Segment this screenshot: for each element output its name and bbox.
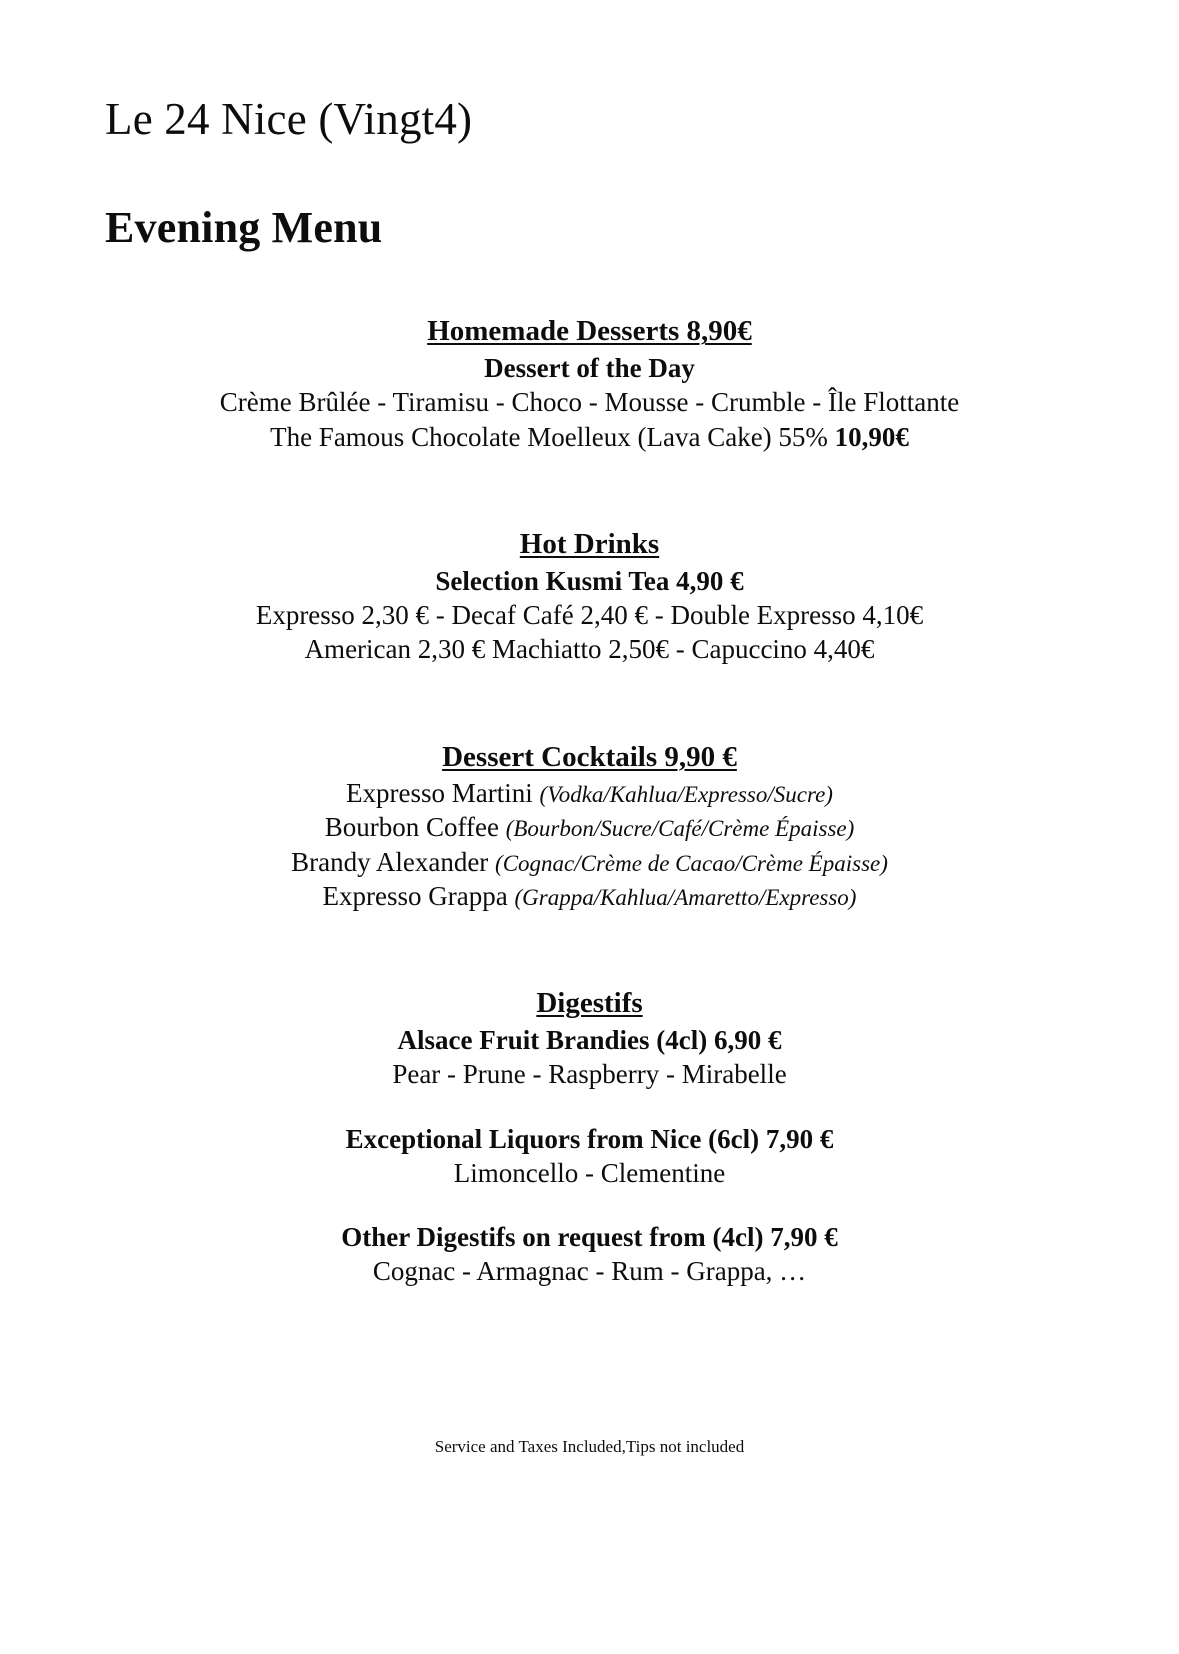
- section-spacer: [0, 667, 1179, 739]
- menu-line-expresso-decaf-double: Expresso 2,30 € - Decaf Café 2,40 € - Double Expresso 4,10€: [255, 599, 924, 630]
- section-digestifs: [0, 985, 1179, 1288]
- menu-line-expresso-martini: [0, 776, 1179, 810]
- digestif-group-items-exceptional-liquors: Limoncello - Clementine: [453, 1157, 726, 1188]
- menu-line-brandy-alexander: [0, 845, 1179, 879]
- section-spacer: [0, 454, 1179, 526]
- cocktail-name: Expresso Grappa: [322, 881, 515, 912]
- menu-title: Evening Menu: [105, 203, 383, 253]
- footer-note: Service and Taxes Included,Tips not included: [434, 1437, 745, 1456]
- restaurant-title: Le 24 Nice (Vingt4): [105, 94, 473, 144]
- section-heading-dessert-cocktails: Dessert Cocktails 9,90 €: [442, 740, 737, 773]
- cocktail-name: Bourbon Coffee: [324, 812, 506, 843]
- cocktail-description: (Grappa/Kahlua/Amaretto/Expresso): [514, 885, 857, 911]
- menu-line-bourbon-coffee: [0, 810, 1179, 844]
- masthead: [0, 0, 1179, 251]
- section-dessert-cocktails: [0, 739, 1179, 914]
- menu-line-american-machiatto-capuccino: American 2,30 € Machiatto 2,50€ - Capuccino 4,40€: [304, 634, 875, 665]
- section-heading-homemade-desserts: Homemade Desserts 8,90€: [427, 315, 752, 348]
- group-spacer: [0, 1190, 1179, 1220]
- cocktail-description: (Cognac/Crème de Cacao/Crème Épaisse): [495, 850, 888, 876]
- moelleux-price: 10,90€: [834, 421, 909, 452]
- menu-line-expresso-grappa: [0, 879, 1179, 913]
- section-hot-drinks: [0, 526, 1179, 667]
- menu-line-kusmi-tea: Selection Kusmi Tea 4,90 €: [435, 565, 744, 596]
- cocktail-description: (Vodka/Kahlua/Expresso/Sucre): [539, 782, 833, 808]
- group-spacer: [0, 1092, 1179, 1122]
- digestif-group-items-other-digestifs: Cognac - Armagnac - Rum - Grappa, …: [372, 1256, 807, 1287]
- menu-line-chocolate-moelleux: [0, 420, 1179, 454]
- moelleux-label: The Famous Chocolate Moelleux (Lava Cake) 55%: [270, 421, 835, 452]
- menu-sections: [0, 251, 1179, 1288]
- digestif-group-title-other-digestifs: Other Digestifs on request from (4cl) 7,90 €: [341, 1222, 838, 1253]
- menu-line-dessert-choices: Crème Brûlée - Tiramisu - Choco - Mousse - Crumble - Île Flottante: [219, 387, 960, 418]
- section-heading-hot-drinks: Hot Drinks: [519, 527, 660, 560]
- cocktail-description: (Bourbon/Sucre/Café/Crème Épaisse): [505, 816, 855, 842]
- digestif-group-title-alsace-fruit-brandies: Alsace Fruit Brandies (4cl) 6,90 €: [397, 1025, 782, 1055]
- section-homemade-desserts: [0, 313, 1179, 454]
- digestif-group-title-exceptional-liquors: Exceptional Liquors from Nice (6cl) 7,90 €: [345, 1123, 834, 1154]
- digestif-group-items-alsace-fruit-brandies: Pear - Prune - Raspberry - Mirabelle: [392, 1059, 787, 1090]
- cocktail-name: Brandy Alexander: [291, 846, 496, 877]
- section-spacer: [0, 913, 1179, 985]
- section-heading-digestifs: Digestifs: [536, 987, 643, 1020]
- menu-line-dessert-of-the-day: Dessert of the Day: [484, 353, 695, 384]
- cocktail-name: Expresso Martini: [346, 778, 540, 809]
